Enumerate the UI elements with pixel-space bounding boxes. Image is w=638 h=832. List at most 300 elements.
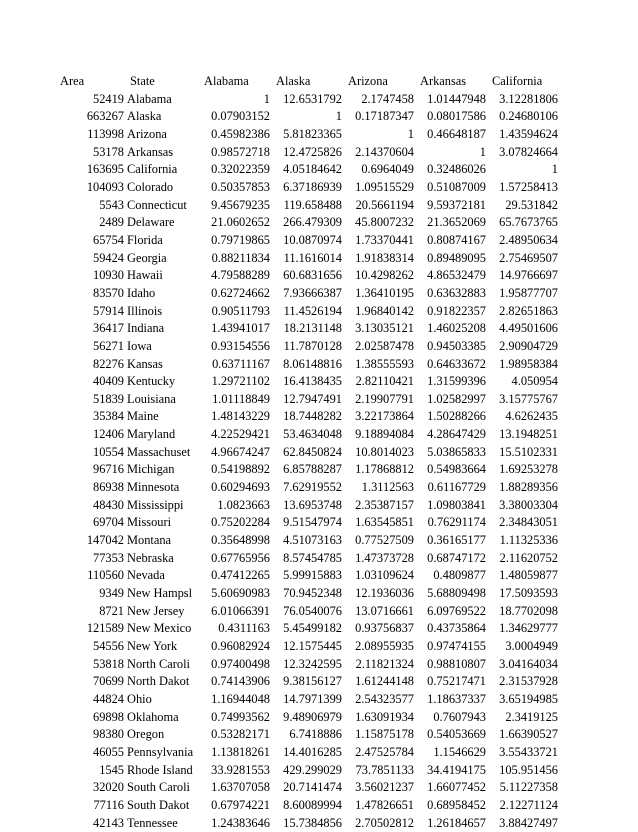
cell-california: 1.98958384	[499, 356, 558, 371]
cell-state: California	[127, 162, 178, 177]
cell-state: Arizona	[127, 126, 167, 141]
cell-alaska: 119.658488	[283, 197, 342, 212]
cell-california: 1	[551, 162, 558, 177]
cell-alabama: 0.07903152	[211, 109, 270, 124]
cell-arkansas: 0.54053669	[427, 727, 486, 742]
cell-california: 3.38003304	[499, 497, 558, 512]
cell-arkansas: 0.36165177	[427, 533, 486, 548]
cell-california: 2.11620752	[499, 550, 558, 565]
cell-state: New Jersey	[127, 603, 185, 618]
cell-alabama: 0.45982386	[211, 126, 270, 141]
cell-alabama: 0.67974221	[211, 797, 270, 812]
cell-arkansas: 34.4194175	[427, 762, 486, 777]
header-state: State	[130, 74, 155, 88]
cell-area: 56271	[93, 338, 124, 353]
table-row	[60, 726, 558, 744]
cell-area: 121589	[86, 621, 124, 636]
cell-arizona: 20.5661194	[355, 197, 414, 212]
cell-alaska: 12.7947491	[283, 391, 342, 406]
table-row	[60, 797, 558, 815]
table-row	[60, 232, 558, 250]
cell-alabama: 0.74143906	[211, 674, 270, 689]
cell-alaska: 53.4634048	[283, 427, 342, 442]
cell-california: 1.88289356	[499, 480, 558, 495]
cell-arkansas: 1.18637337	[427, 691, 486, 706]
header-arkansas: Arkansas	[420, 74, 467, 88]
table-row	[60, 197, 558, 215]
cell-california: 4.050954	[511, 374, 558, 389]
cell-state: Oregon	[127, 727, 165, 742]
cell-state: New York	[127, 639, 178, 653]
cell-area: 77116	[93, 797, 124, 812]
cell-arizona: 1.63545851	[355, 515, 414, 530]
table-row	[60, 144, 558, 162]
cell-alaska: 6.37186939	[283, 179, 342, 194]
header-arizona: Arizona	[348, 74, 388, 88]
cell-arkansas: 4.86532479	[427, 268, 486, 283]
cell-alabama: 0.93154556	[211, 338, 270, 353]
cell-arizona: 2.14370604	[355, 144, 414, 159]
cell-arkansas: 21.3652069	[427, 215, 486, 230]
cell-state: Ohio	[127, 691, 152, 706]
cell-area: 69704	[93, 515, 124, 530]
table-row	[60, 161, 558, 179]
cell-arizona: 10.4298262	[355, 268, 414, 283]
cell-alabama: 0.32022359	[211, 162, 270, 177]
cell-alaska: 8.60089994	[283, 797, 342, 812]
cell-alaska: 13.6953748	[283, 497, 342, 512]
cell-alaska: 62.8450824	[283, 444, 342, 459]
table-row	[60, 656, 558, 674]
cell-area: 147042	[86, 533, 124, 548]
cell-arizona: 0.6964049	[361, 162, 414, 177]
cell-california: 3.55433721	[499, 744, 558, 759]
cell-california: 4.49501606	[499, 321, 558, 336]
cell-alabama: 6.01066391	[211, 603, 270, 618]
table-row	[60, 408, 558, 426]
cell-alabama: 33.9281553	[211, 762, 270, 777]
cell-state: Arkansas	[127, 144, 174, 159]
cell-arkansas: 5.68809498	[427, 586, 486, 601]
cell-area: 69898	[93, 709, 124, 724]
cell-state: Missouri	[127, 515, 172, 530]
cell-alaska: 6.85788287	[283, 462, 342, 477]
cell-alabama: 4.22529421	[211, 427, 270, 442]
cell-california: 3.65194985	[499, 691, 558, 706]
cell-arizona: 2.47525784	[355, 744, 414, 759]
cell-alaska: 12.4725826	[283, 144, 342, 159]
cell-area: 53818	[93, 656, 124, 671]
cell-alaska: 5.81823365	[283, 126, 342, 141]
table-row	[60, 108, 558, 126]
cell-arizona: 1.61244148	[355, 674, 414, 689]
cell-california: 3.04164034	[499, 656, 558, 671]
cell-state: Iowa	[127, 338, 152, 353]
cell-alabama: 5.60690983	[211, 586, 270, 601]
cell-alaska: 7.62919552	[283, 480, 342, 495]
cell-alabama: 1.16944048	[211, 691, 270, 706]
cell-alaska: 12.6531792	[283, 91, 342, 106]
cell-alaska: 11.7870128	[283, 338, 342, 353]
cell-arkansas: 1.26184657	[427, 815, 486, 830]
cell-california: 65.7673765	[499, 215, 558, 230]
cell-area: 9349	[99, 586, 124, 601]
cell-alaska: 7.93666387	[283, 285, 342, 300]
cell-area: 86938	[93, 480, 124, 495]
cell-alabama: 1.01118849	[212, 391, 270, 406]
table-row	[60, 497, 558, 515]
table-row	[60, 762, 558, 780]
cell-alabama: 1.13818261	[211, 744, 270, 759]
table-row	[60, 391, 558, 409]
cell-state: Maine	[127, 409, 159, 424]
cell-state: Alaska	[127, 109, 162, 124]
cell-arizona: 0.17187347	[355, 109, 414, 124]
table-row	[60, 126, 558, 144]
cell-california: 17.5093593	[499, 586, 558, 601]
cell-arkansas: 0.89489095	[427, 250, 486, 265]
cell-state: Florida	[127, 232, 163, 247]
cell-state: South Caroli	[127, 780, 190, 795]
cell-arizona: 73.7851133	[355, 762, 414, 777]
cell-arizona: 2.54323577	[355, 691, 414, 706]
cell-alaska: 5.45499182	[283, 621, 342, 636]
cell-alaska: 70.9452348	[283, 586, 342, 601]
cell-arizona: 3.56021237	[355, 780, 414, 795]
cell-alaska: 4.05184642	[283, 162, 342, 177]
cell-arizona: 1.73370441	[355, 232, 414, 247]
cell-area: 42143	[93, 815, 124, 830]
cell-state: Illinois	[127, 303, 163, 318]
cell-arkansas: 6.09769522	[427, 603, 486, 618]
cell-arkansas: 0.54983664	[427, 462, 486, 477]
table-row	[60, 461, 558, 479]
cell-state: New Hampsl	[127, 586, 193, 601]
cell-california: 4.6262435	[505, 409, 558, 424]
cell-alabama: 4.79588289	[211, 268, 270, 283]
cell-area: 54556	[93, 639, 124, 653]
cell-alabama: 0.4311163	[218, 621, 270, 636]
cell-state: Hawaii	[127, 268, 163, 283]
cell-alabama: 0.60294693	[211, 480, 270, 495]
cell-california: 3.0004949	[505, 639, 558, 653]
cell-alabama: 21.0602652	[211, 215, 270, 230]
cell-arizona: 1.09515529	[355, 179, 414, 194]
cell-arkansas: 0.80874167	[427, 232, 486, 247]
header-alaska: Alaska	[276, 74, 311, 88]
cell-alaska: 60.6831656	[283, 268, 342, 283]
cell-alabama: 1.24383646	[211, 815, 270, 830]
cell-state: North Caroli	[127, 656, 190, 671]
cell-area: 8721	[99, 603, 124, 618]
cell-alabama: 9.45679235	[211, 197, 270, 212]
data-table	[60, 73, 558, 832]
cell-arizona: 45.8007232	[355, 215, 414, 230]
table-row	[60, 250, 558, 268]
cell-arkansas: 0.61167729	[427, 480, 486, 495]
cell-arizona: 1.63091934	[355, 709, 414, 724]
table-row	[60, 532, 558, 550]
cell-alabama: 1	[263, 91, 270, 106]
cell-state: North Dakot	[127, 674, 190, 689]
cell-arkansas: 1.02582997	[427, 391, 486, 406]
cell-california: 2.82651863	[499, 303, 558, 318]
cell-state: Alabama	[127, 91, 172, 106]
table-row	[60, 179, 558, 197]
cell-area: 113998	[87, 126, 124, 141]
cell-arizona: 1.15875178	[355, 727, 414, 742]
cell-state: Nevada	[127, 568, 165, 583]
cell-alaska: 14.4016285	[283, 744, 342, 759]
header-alabama: Alabama	[204, 74, 249, 88]
cell-alabama: 0.54198892	[211, 462, 270, 477]
cell-alaska: 4.51073163	[283, 533, 342, 548]
cell-state: Maryland	[127, 427, 176, 442]
cell-california: 2.90904729	[499, 338, 558, 353]
cell-california: 3.12281806	[499, 91, 558, 106]
cell-alabama: 0.53282171	[211, 727, 270, 742]
cell-california: 1.34629777	[499, 621, 558, 636]
cell-alabama: 0.63711167	[212, 356, 270, 371]
cell-california: 1.69253278	[499, 462, 558, 477]
cell-alaska: 9.51547974	[283, 515, 342, 530]
table-row	[60, 691, 558, 709]
cell-alaska: 5.99915883	[283, 568, 342, 583]
cell-area: 82276	[93, 356, 124, 371]
cell-california: 2.31537928	[499, 674, 558, 689]
cell-california: 14.9766697	[499, 268, 558, 283]
cell-california: 1.95877707	[499, 285, 558, 300]
cell-arkansas: 4.28647429	[427, 427, 486, 442]
cell-alaska: 11.4526194	[283, 303, 342, 318]
cell-alabama: 0.96082924	[211, 639, 270, 653]
cell-area: 48430	[93, 497, 124, 512]
cell-arkansas: 0.63632883	[427, 285, 486, 300]
cell-alabama: 1.63707058	[211, 780, 270, 795]
header-area: Area	[60, 74, 85, 88]
cell-arizona: 3.22173864	[355, 409, 414, 424]
cell-area: 5543	[99, 197, 124, 212]
cell-state: Georgia	[127, 250, 167, 265]
cell-alabama: 0.75202284	[211, 515, 270, 530]
cell-state: Idaho	[127, 285, 156, 300]
table-row	[60, 779, 558, 797]
cell-area: 59424	[93, 250, 124, 265]
cell-arkansas: 0.46648187	[427, 126, 486, 141]
cell-california: 2.34843051	[499, 515, 558, 530]
cell-alabama: 0.98572718	[211, 144, 270, 159]
cell-california: 2.12271124	[499, 797, 558, 812]
cell-area: 10930	[93, 268, 124, 283]
cell-california: 15.5102331	[499, 444, 558, 459]
cell-california: 105.951456	[499, 762, 558, 777]
cell-arizona: 2.02587478	[355, 338, 414, 353]
table-row	[60, 550, 558, 568]
cell-alaska: 429.299029	[283, 762, 342, 777]
cell-arkansas: 1.1546629	[433, 744, 486, 759]
table-row	[60, 338, 558, 356]
table-row	[60, 303, 558, 321]
cell-arkansas: 0.76291174	[427, 515, 486, 530]
cell-state: Montana	[127, 533, 172, 548]
cell-arizona: 12.1936036	[355, 586, 414, 601]
cell-area: 83570	[93, 285, 124, 300]
cell-alaska: 6.7418886	[289, 727, 342, 742]
cell-arizona: 10.8014023	[355, 444, 414, 459]
cell-arkansas: 1	[479, 144, 486, 159]
header-row	[60, 73, 558, 91]
cell-alabama: 0.88211834	[211, 250, 270, 265]
cell-california: 18.7702098	[499, 603, 558, 618]
cell-state: Kansas	[127, 356, 163, 371]
cell-state: Mississippi	[127, 497, 184, 512]
table-row	[60, 373, 558, 391]
cell-alaska: 266.479309	[283, 215, 342, 230]
cell-california: 1.11325336	[499, 533, 558, 548]
cell-area: 2489	[99, 215, 124, 230]
cell-state: Nebraska	[127, 550, 174, 565]
cell-alaska: 15.7384856	[283, 815, 342, 830]
cell-state: Louisiana	[127, 391, 176, 406]
cell-arkansas: 0.97474155	[427, 639, 486, 653]
cell-alaska: 16.4138435	[283, 374, 342, 389]
cell-arkansas: 1.01447948	[427, 91, 486, 106]
cell-california: 3.07824664	[499, 144, 558, 159]
cell-state: Indiana	[127, 321, 165, 336]
cell-state: Pennsylvania	[127, 744, 194, 759]
cell-alaska: 14.7971399	[283, 691, 342, 706]
cell-alabama: 0.67765956	[211, 550, 270, 565]
cell-state: Delaware	[127, 215, 175, 230]
cell-arizona: 2.82110421	[355, 374, 414, 389]
cell-state: Connecticut	[127, 197, 187, 212]
cell-arizona: 13.0716661	[355, 603, 414, 618]
cell-area: 663267	[86, 109, 124, 124]
cell-area: 98380	[93, 727, 124, 742]
cell-arizona: 2.19907791	[355, 391, 414, 406]
cell-arkansas: 0.51087009	[427, 179, 486, 194]
table-row	[60, 638, 558, 656]
cell-area: 53178	[93, 144, 124, 159]
cell-arizona: 9.18894084	[355, 427, 414, 442]
cell-area: 35384	[93, 409, 124, 424]
cell-california: 29.531842	[505, 197, 558, 212]
cell-alabama: 0.62724662	[211, 285, 270, 300]
cell-california: 5.11227358	[499, 780, 558, 795]
cell-alabama: 0.90511793	[211, 303, 270, 318]
cell-alabama: 1.0823663	[217, 497, 270, 512]
cell-california: 13.1948251	[499, 427, 558, 442]
cell-arizona: 2.70502812	[355, 815, 414, 830]
cell-arkansas: 0.43735864	[427, 621, 486, 636]
table-row	[60, 267, 558, 285]
cell-alabama: 0.50357853	[211, 179, 270, 194]
cell-area: 110560	[87, 568, 124, 583]
table-row	[60, 585, 558, 603]
cell-alaska: 12.3242595	[283, 656, 342, 671]
cell-alaska: 18.2131148	[283, 321, 342, 336]
cell-arkansas: 0.68747172	[427, 550, 486, 565]
cell-arkansas: 0.68958452	[427, 797, 486, 812]
cell-arkansas: 1.66077452	[427, 780, 486, 795]
cell-area: 36417	[93, 321, 124, 336]
cell-alaska: 9.38156127	[283, 674, 342, 689]
cell-alabama: 1.48143229	[211, 409, 270, 424]
table-row	[60, 744, 558, 762]
cell-arizona: 0.93756837	[355, 621, 414, 636]
cell-arkansas: 0.91822357	[427, 303, 486, 318]
cell-arkansas: 1.09803841	[427, 497, 486, 512]
table-row	[60, 91, 558, 109]
cell-alabama: 1.29721102	[211, 374, 270, 389]
cell-arizona: 1.38555593	[355, 356, 414, 371]
cell-arkansas: 1.46025208	[427, 321, 486, 336]
cell-arizona: 1.3112563	[361, 480, 414, 495]
cell-california: 2.48950634	[499, 232, 558, 247]
cell-area: 51839	[93, 391, 124, 406]
table-row	[60, 709, 558, 727]
cell-area: 57914	[93, 303, 124, 318]
cell-alabama: 0.97400498	[211, 656, 270, 671]
cell-area: 52419	[93, 91, 124, 106]
cell-state: South Dakot	[127, 797, 190, 812]
cell-arizona: 1.03109624	[355, 568, 414, 583]
cell-arkansas: 0.4809877	[433, 568, 486, 583]
cell-arizona: 1.96840142	[355, 303, 414, 318]
table-row	[60, 356, 558, 374]
cell-alaska: 76.0540076	[283, 603, 342, 618]
table-row	[60, 603, 558, 621]
cell-arizona: 1.91838314	[355, 250, 414, 265]
table-body	[60, 91, 558, 832]
table-row	[60, 620, 558, 638]
cell-area: 96716	[93, 462, 124, 477]
cell-arkansas: 1.31599396	[427, 374, 486, 389]
table-row	[60, 567, 558, 585]
cell-arizona: 1.47373728	[355, 550, 414, 565]
cell-state: Oklahoma	[127, 709, 179, 724]
cell-state: Rhode Island	[127, 762, 193, 777]
cell-alaska: 18.7448282	[283, 409, 342, 424]
cell-area: 10554	[93, 444, 124, 459]
table-row	[60, 214, 558, 232]
cell-arizona: 1.17868812	[355, 462, 414, 477]
cell-area: 12406	[93, 427, 124, 442]
cell-alabama: 0.79719865	[211, 232, 270, 247]
cell-alaska: 12.1575445	[283, 639, 342, 653]
cell-area: 163695	[86, 162, 124, 177]
cell-california: 1.43594624	[499, 126, 558, 141]
cell-area: 32020	[93, 780, 124, 795]
cell-arizona: 2.35387157	[355, 497, 414, 512]
cell-area: 77353	[93, 550, 124, 565]
cell-arkansas: 0.08017586	[427, 109, 486, 124]
cell-alaska: 11.1616014	[283, 250, 342, 265]
table-row	[60, 673, 558, 691]
cell-alaska: 9.48906979	[283, 709, 342, 724]
cell-arkansas: 0.64633672	[427, 356, 486, 371]
cell-california: 2.3419125	[505, 709, 558, 724]
cell-area: 104093	[86, 179, 124, 194]
cell-state: Tennessee	[127, 815, 178, 830]
cell-arkansas: 0.7607943	[433, 709, 486, 724]
table-row	[60, 426, 558, 444]
cell-california: 3.88427497	[499, 815, 558, 830]
cell-state: Massachuset	[127, 444, 191, 459]
cell-area: 44824	[93, 691, 124, 706]
cell-arizona: 3.13035121	[355, 321, 414, 336]
table-row	[60, 479, 558, 497]
